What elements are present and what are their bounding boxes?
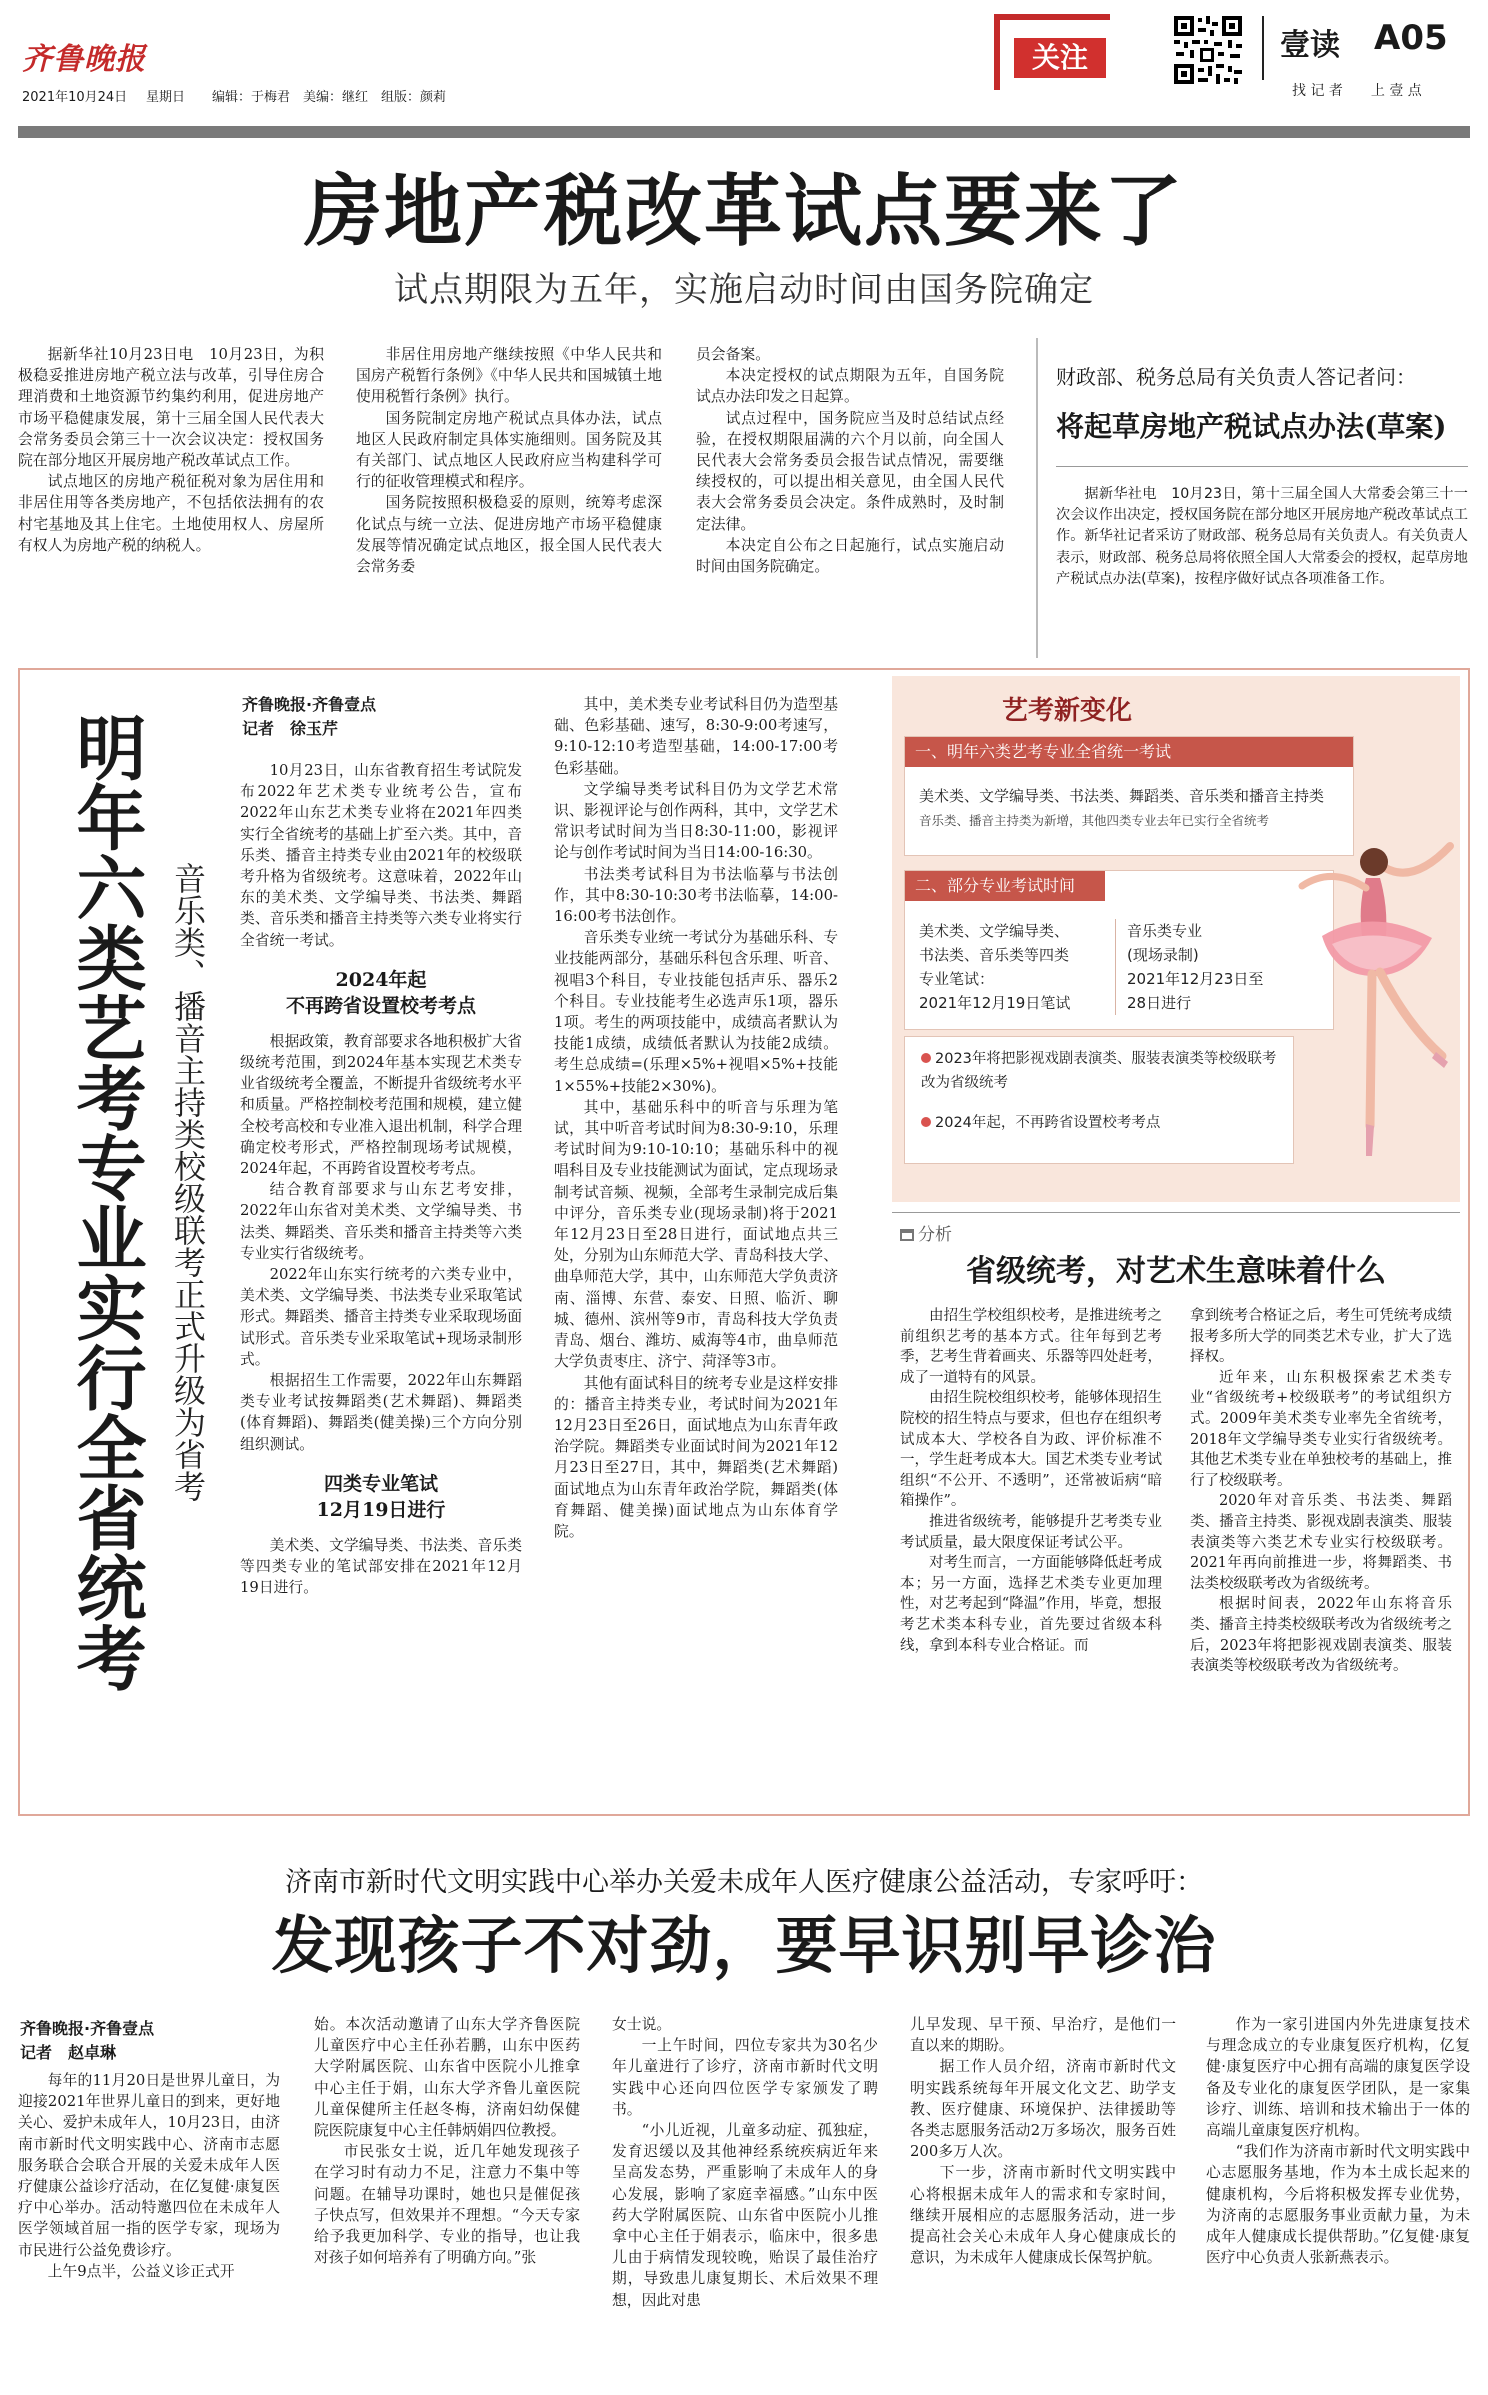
infographic-sec2-left-line: 专业笔试： bbox=[919, 970, 995, 988]
article1-para: 国务院按照积极稳妥的原则，统筹考虑深化试点与统一立法、促进房地产市场平稳健康发展等情况确定试点地区，报全国人民代表大会常务委 bbox=[356, 494, 662, 576]
infographic-sec2-right-line: (现场录制) bbox=[1127, 946, 1199, 964]
section-tag bbox=[994, 14, 1110, 90]
sidebar1-rule bbox=[1056, 466, 1468, 467]
article3-title: 发现孩子不对劲，要早识别早诊治 bbox=[271, 1909, 1217, 1982]
article2-colB bbox=[554, 694, 838, 1802]
article1-para: 国务院制定房地产税试点具体办法，试点地区人民政府制定具体实施细则。国务院及其有关部门、试点地区人民政府应当构建科学可行的征收管理模式和程序。 bbox=[356, 409, 662, 491]
article1-para: 本决定自公布之日起施行，试点实施启动时间由国务院确定。 bbox=[696, 536, 1004, 576]
infographic-panel bbox=[892, 676, 1460, 1202]
analysis-tag bbox=[900, 1220, 952, 1245]
analysis-para: 推进省级统考，能够提升艺考类专业考试质量，最大限度保证考试公平。 bbox=[900, 1513, 1162, 1551]
analysis-icon bbox=[900, 1229, 914, 1241]
issue-weekday: 星期日 bbox=[146, 90, 186, 105]
article3-col3 bbox=[612, 2014, 878, 2390]
infographic-sec2-left-line: 书法类、音乐类等四类 bbox=[919, 946, 1070, 964]
bullet-dot-icon bbox=[921, 1053, 931, 1063]
article2-para: 文学编导类考试科目仍为文学艺术常识、影视评论与创作两科，其中，文学艺术常识考试时间为当日8:30-11:00，影视评论与创作考试时间为当日14:00-16:30。 bbox=[554, 780, 838, 862]
issue-date: 2021年10月24日 bbox=[22, 90, 128, 105]
article3-col4 bbox=[910, 2014, 1176, 2390]
analysis-para: 由招生院校组织校考，能够体现招生院校的招生特点与要求，但也存在组织考试成本大、学校各自为政、评价标准不一，学生赶考成本大。国艺术类专业考试组织“不公开、不透明”，还常被诟病“暗箱操作”。 bbox=[900, 1390, 1162, 1510]
article3-byline-source: 齐鲁晚报·齐鲁壹点 bbox=[20, 2019, 155, 2038]
header-divider bbox=[1262, 16, 1264, 80]
slogan: 找 记 者 上 壹 点 bbox=[1292, 83, 1422, 99]
infographic-bullet bbox=[921, 1111, 1281, 1135]
article2-para: 其中，美术类专业考试科目仍为造型基础、色彩基础、速写，8:30-9:00考速写，9:10-12:10考造型基础，14:00-17:00考色彩基础。 bbox=[554, 696, 838, 777]
article3-kicker: 济南市新时代文明实践中心举办关爱未成年人医疗健康公益活动，专家呼吁： bbox=[285, 1867, 1203, 1898]
article3-para: 始。本次活动邀请了山东大学齐鲁医院儿童医疗中心主任孙若鹏，山东中医药大学附属医院、山东省中医院小儿推拿中心主任于娟，山东大学齐鲁儿童医院儿童保健所主任赵冬梅，济南妇幼保健院医院康复中心主任韩炳娟四位教授。 bbox=[314, 2016, 580, 2140]
infographic-sec2-divider bbox=[1115, 919, 1116, 1015]
article2-para: 2022年山东实行统考的六类专业中，美术类、文学编导类、书法类专业采取笔试形式。舞蹈类、播音主持类专业采取现场面试形式。音乐类专业采取笔试+现场录制形式。 bbox=[240, 1266, 522, 1368]
infographic-sec2-left bbox=[919, 919, 1070, 1015]
analysis-title: 省级统考，对艺术生意味着什么 bbox=[966, 1254, 1386, 1289]
article2-subhead2a: 四类专业笔试 bbox=[323, 1472, 438, 1495]
article1-para: 员会备案。 bbox=[696, 346, 770, 363]
editors-line: 编辑：于梅君 美编：继红 组版：颜莉 bbox=[212, 90, 447, 105]
brand-name: 壹读 bbox=[1280, 28, 1340, 63]
article2-subhead1a: 2024年起 bbox=[335, 968, 427, 991]
article2-byline-reporter: 记者 徐玉芹 bbox=[242, 719, 339, 738]
sidebar1-kicker: 财政部、税务总局有关负责人答记者问： bbox=[1056, 365, 1416, 389]
infographic-sec2-right-line: 2021年12月23日至 bbox=[1127, 970, 1264, 988]
article2-title: 明年六类艺考专业实行全省统考 bbox=[65, 712, 148, 1692]
article3-para: 儿早发现、早干预、早治疗，是他们一直以来的期盼。 bbox=[910, 2016, 1176, 2055]
article2-para: 书法类考试科目为书法临摹与书法创作，其中8:30-10:30考书法临摹，14:00-16:00考书法创作。 bbox=[554, 865, 838, 926]
article3-col2 bbox=[314, 2014, 580, 2390]
article3-para: 一上午时间，四位专家共为30名少年儿童进行了诊疗，济南市新时代文明实践中心还向四位医学专家颁发了聘书。 bbox=[612, 2037, 878, 2118]
article3-para: 据工作人员介绍，济南市新时代文明实践系统每年开展文化文艺、助学支教、医疗健康、环境保护、法律援助等各类志愿服务活动2万多场次，服务百姓200多万人次。 bbox=[910, 2058, 1176, 2161]
analysis-para: 拿到统考合格证之后，考生可凭统考成绩报考多所大学的同类艺术专业，扩大了选择权。 bbox=[1190, 1308, 1452, 1366]
page-number: A05 bbox=[1374, 18, 1448, 58]
infographic-sec2-left-line: 美术类、文学编导类、 bbox=[919, 922, 1070, 940]
article2-para: 音乐类专业统一考试分为基础乐科、专业技能两部分，基础乐科包含乐理、听音、视唱3个科目，专业技能包括声乐、器乐2个科目。专业技能考生必选声乐1项，器乐1项。考生的两项技能中，成绩高者默认为技能1成绩，成绩低者默认为技能2成绩。考生总成绩=(乐理×5%+视唱×5%+技能1×55%+技能2×30%)。 bbox=[554, 929, 838, 1095]
infographic-bullet2-text: 2024年起，不再跨省设置校考考点 bbox=[935, 1115, 1161, 1131]
sidebar1-title: 将起草房地产税试点办法(草案) bbox=[1056, 410, 1447, 443]
article3-col5 bbox=[1206, 2014, 1470, 2390]
article2-para: 美术类、文学编导类、书法类、音乐类等四类专业的笔试部安排在2021年12月19日进行。 bbox=[240, 1536, 522, 1597]
infographic-sec2-right bbox=[1127, 919, 1263, 1015]
article1-col1 bbox=[18, 344, 324, 652]
article3-col1 bbox=[18, 2070, 280, 2390]
infographic-bullets bbox=[904, 1036, 1294, 1164]
article3-para: 作为一家引进国内外先进康复技术与理念成立的专业康复医疗机构，亿复健·康复医疗中心拥有高端的康复医学设备及专业化的康复医学团队，是一家集诊疗、训练、培训和技术输出于一体的高端儿童康复医疗机构。 bbox=[1206, 2016, 1470, 2140]
infographic-sec1-line1: 美术类、文学编导类、书法类、舞蹈类、音乐类和播音主持类 bbox=[919, 787, 1325, 805]
infographic-sec1-line2: 音乐类、播音主持类为新增，其他四类专业去年已实行全省统考 bbox=[919, 813, 1270, 828]
infographic-sec2-right-line: 28日进行 bbox=[1127, 994, 1192, 1012]
article1-subtitle: 试点期限为五年，实施启动时间由国务院确定 bbox=[394, 270, 1094, 310]
analysis-para: 由招生学校组织校考，是推进统考之前组织艺考的基本方式。往年每到艺考季，艺考生背着画夹、乐器等四处赶考，成了一道特有的风景。 bbox=[900, 1308, 1162, 1386]
analysis-para: 根据时间表，2022年山东将音乐类、播音主持类校级联考改为省级统考之后，2023年将把影视戏剧表演类、服装表演类等校级联考改为省级统考。 bbox=[1190, 1596, 1452, 1675]
article2-para: 根据招生工作需要，2022年山东舞蹈类专业考试按舞蹈类(艺术舞蹈)、舞蹈类(体育舞蹈)、舞蹈类(健美操)三个方向分别组织测试。 bbox=[240, 1372, 522, 1453]
article2-byline-source: 齐鲁晚报·齐鲁壹点 bbox=[242, 695, 377, 714]
article2-para: 其他有面试科目的统考专业是这样安排的：播音主持类专业，考试时间为2021年12月23日至26日，面试地点为山东青年政治学院。舞蹈类专业面试时间为2021年12月23日至27日，其中，舞蹈类(艺术舞蹈)面试地点为山东青年政治学院，舞蹈类(体育舞蹈、健美操)面试地点为山东体育学院。 bbox=[554, 1374, 838, 1540]
analysis-para: 近年来，山东积极探索艺术类专业“省级统考+校级联考”的考试组织方式。2009年美术类专业率先全省统考，2018年文学编导类专业实行省级统考。其他艺术类专业在单独校考的基础上，推行了校级联考。 bbox=[1190, 1369, 1452, 1489]
analysis-para: 对考生而言，一方面能够降低赶考成本；另一方面，选择艺术类专业更加理性，对艺考起到“降温”作用，毕竟，想报考艺术类本科专业，首先要过省级本科线，拿到本科专业合格证。而 bbox=[900, 1555, 1162, 1654]
article1-para: 据新华社10月23日电 10月23日，为积极稳妥推进房地产税立法与改革，引导住房合理消费和土地资源节约集约利用，促进房地产市场平稳健康发展，第十三届全国人民代表大会常务委员会第三十一次会议决定：授权国务院在部分地区开展房地产税改革试点工作。 bbox=[18, 346, 324, 470]
article1-para: 非居住用房地产继续按照《中华人民共和国房产税暂行条例》《中华人民共和国城镇土地使用税暂行条例》执行。 bbox=[356, 346, 662, 406]
article3-para: 市民张女士说，近几年她发现孩子在学习时有动力不足，注意力不集中等问题。在辅导功课时，她也只是催促孩子快点写，但效果并不理想。“今天专家给予我更加科学、专业的指导，也让我对孩子如何培养有了明确方向。”张 bbox=[314, 2143, 580, 2267]
infographic-sec2-title: 二、部分专业考试时间 bbox=[905, 871, 1105, 901]
article3-para: 上午9点半，公益义诊正式开 bbox=[47, 2262, 235, 2280]
infographic-title: 艺考新变化 bbox=[1001, 696, 1132, 726]
article2-para: 根据政策，教育部要求各地积极扩大省级统考范围，到2024年基本实现艺术类专业省级统考全覆盖，不断提升省级统考水平和质量。严格控制校考范围和规模，建立健全校考高校和专业准入退出机制，科学合理确定校考形式，严格控制现场考试规模，2024年起，不再跨省设置校考考点。 bbox=[240, 1032, 522, 1178]
analysis-col2 bbox=[1190, 1306, 1452, 1806]
analysis-tag-label: 分析 bbox=[918, 1225, 952, 1245]
sidebar1-body bbox=[1056, 484, 1468, 652]
article3-para: 女士说。 bbox=[612, 2016, 672, 2033]
infographic-bullet1-text: 2023年将把影视戏剧表演类、服装表演类等校级联考改为省级统考 bbox=[921, 1051, 1277, 1091]
article1-col2 bbox=[356, 344, 662, 652]
article1-col3 bbox=[696, 344, 1004, 652]
article2-para: 其中，基础乐科中的听音与乐理为笔试，其中听音考试时间为8:30-9:10，乐理考试时间为9:10-10:10；基础乐科中的视唱科目及专业技能测试为面试，定点现场录制考试音频、视频，全部考生录制完成后集中评分，音乐类专业(现场录制)将于2021年12月23日至28日进行，面试地点共三处，分别为山东师范大学、青岛科技大学、曲阜师范大学，其中，山东师范大学负责济南、淄博、东营、泰安、日照、临沂、聊城、德州、滨州等9市，青岛科技大学负责青岛、烟台、潍坊、威海等4市，曲阜师范大学负责枣庄、济宁、菏泽等3市。 bbox=[554, 1098, 838, 1371]
article3-para: 下一步，济南市新时代文明实践中心将根据未成年人的需求和专家时间，继续开展相应的志愿服务活动，进一步提高社会关心未成年人身心健康成长的意识，为未成年人健康成长保驾护航。 bbox=[910, 2164, 1176, 2267]
article3-para: “我们作为济南市新时代文明实践中心志愿服务基地，作为本土成长起来的健康机构，今后将积极发挥专业优势，为济南的志愿服务事业贡献力量，为未成年人健康成长提供帮助。”亿复健·康复医疗中心负责人张新燕表示。 bbox=[1206, 2143, 1470, 2267]
infographic-sec2-left-line: 2021年12月19日笔试 bbox=[919, 994, 1071, 1012]
analysis-para: 2020年对音乐类、书法类、舞蹈类、播音主持类、影视戏剧表演类、服装表演类等六类艺术专业实行校级联考。2021年再向前推进一步，将舞蹈类、书法类校级联考改为省级统考。 bbox=[1190, 1493, 1452, 1592]
header-bar bbox=[18, 126, 1470, 138]
analysis-rule bbox=[892, 1212, 1460, 1213]
section-tag-label: 关注 bbox=[1014, 38, 1106, 78]
article3-para: “小儿近视，儿童多动症、孤独症，发育迟缓以及其他神经系统疾病近年来呈高发态势，严重影响了未成年人的身心发展，影响了家庭幸福感。”山东中医药大学附属医院、山东省中医院小儿推拿中心主任于娟表示，临床中，很多患儿由于病情发现较晚，贻误了最佳治疗期，导致患儿康复期长、术后效果不理想，因此对患 bbox=[612, 2122, 878, 2309]
article2-subtitle: 音乐类、播音主持类校级联考正式升级为省考 bbox=[169, 862, 207, 1502]
qr-code-icon bbox=[1172, 14, 1244, 86]
article1-para: 本决定授权的试点期限为五年，自国务院试点办法印发之日起算。 bbox=[696, 367, 1004, 406]
infographic-sec2-right-line: 音乐类专业 bbox=[1127, 922, 1203, 940]
infographic-sec1-title: 一、明年六类艺考专业全省统一考试 bbox=[905, 737, 1353, 767]
article1-para: 试点地区的房地产税征税对象为居住用和非居住用等各类房地产，不包括依法拥有的农村宅基地及其上住宅。土地使用权人、房屋所有权人为房地产税的纳税人。 bbox=[18, 473, 324, 554]
article3-para: 每年的11月20日是世界儿童日，为迎接2021年世界儿童日的到来，更好地关心、爱护未成年人，10月23日，由济南市新时代文明实践中心、济南市志愿服务联合会联合开展的关爱未成年人医疗健康公益诊疗活动，在亿复健·康复医疗中心举办。活动特邀四位在未成年人医学领域首屈一指的医学专家，现场为市民进行公益免费诊疗。 bbox=[18, 2072, 280, 2259]
article2-colA bbox=[240, 760, 522, 1800]
article2-subhead2b: 12月19日进行 bbox=[316, 1498, 446, 1521]
sidebar1-border bbox=[1036, 338, 1038, 658]
ballerina-illustration bbox=[1262, 826, 1460, 1202]
analysis-col1 bbox=[900, 1306, 1162, 1806]
article2-para: 结合教育部要求与山东艺考安排，2022年山东省对美术类、文学编导类、书法类、舞蹈类、音乐类和播音主持类等六类专业实行省级统考。 bbox=[240, 1181, 522, 1262]
article1-title: 房地产税改革试点要来了 bbox=[303, 166, 1184, 257]
infographic-bullet bbox=[921, 1047, 1281, 1095]
sidebar1-para: 据新华社电 10月23日，第十三届全国人大常委会第三十一次会议作出决定，授权国务院在部分地区开展房地产税改革试点工作。新华社记者采访了财政部、税务总局有关负责人。有关负责人表示，财政部、税务总局将依照全国人大常委会的授权，起草房地产税试点办法(草案)，按程序做好试点各项准备工作。 bbox=[1056, 486, 1468, 587]
article2-subhead1b: 不再跨省设置校考考点 bbox=[285, 994, 476, 1017]
masthead-logo: 齐鲁晚报 bbox=[22, 42, 146, 77]
article2-para: 10月23日，山东省教育招生考试院发布2022年艺术类专业统考公告，宣布2022年山东艺术类专业将在2021年四类实行全省统考的基础上扩至六类。其中，音乐类、播音主持类专业由2021年的校级联考升格为省级统考。这意味着，2022年山东的美术类、文学编导类、书法类、舞蹈类、音乐类和播音主持类等六类专业将实行全省统一考试。 bbox=[240, 762, 522, 949]
bullet-dot-icon bbox=[921, 1117, 931, 1127]
article1-para: 试点过程中，国务院应当及时总结试点经验，在授权期限届满的六个月以前，向全国人民代表大会常务委员会报告试点情况，需要继续授权的，可以提出相关意见，由全国人民代表大会常务委员会决定。条件成熟时，及时制定法律。 bbox=[696, 409, 1004, 533]
article3-byline-reporter: 记者 赵卓琳 bbox=[20, 2043, 117, 2062]
